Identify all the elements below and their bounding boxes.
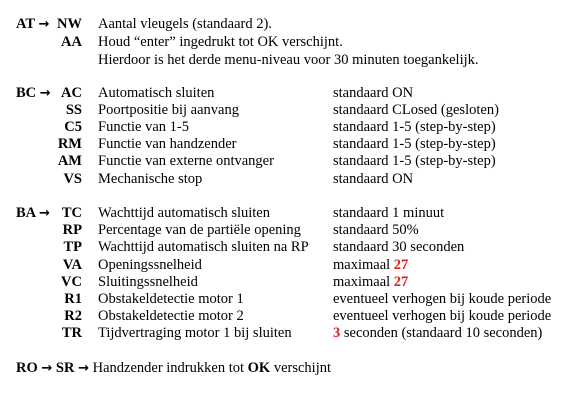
ba-tp-row xyxy=(0,238,579,256)
ro-text-before: Handzender indrukken tot xyxy=(92,360,248,376)
ro-sr-line: RO → SR → Handzender indrukken tot OK verschijnt xyxy=(16,360,332,376)
ba-r1-row xyxy=(0,290,579,308)
code-rm: RM xyxy=(57,136,82,152)
section-prefix-ba: BA → xyxy=(16,205,50,221)
ba-tr-row xyxy=(0,324,579,342)
arrow-right-icon: → xyxy=(78,361,89,376)
ro-text-after: verschijnt xyxy=(270,360,332,376)
code-tc: TC xyxy=(61,205,82,221)
std-am: standaard 1-5 (step-by-step) xyxy=(333,153,496,169)
std-tc: standaard 1 minuut xyxy=(333,205,445,221)
code-r2: R2 xyxy=(64,308,82,324)
code-sr: SR xyxy=(55,360,75,376)
std-va: maximaal 27 xyxy=(333,257,409,273)
std-vc: maximaal 27 xyxy=(333,274,409,290)
code-vs: VS xyxy=(63,171,82,187)
ro-sr-row xyxy=(0,359,579,377)
desc-rm: Functie van handzender xyxy=(98,136,237,152)
std-rm: standaard 1-5 (step-by-step) xyxy=(333,136,496,152)
code-tr: TR xyxy=(61,325,82,341)
desc-r1: Obstakeldetectie motor 1 xyxy=(98,291,244,307)
section-prefix-at: AT → xyxy=(16,16,50,32)
desc-aa-note: Hierdoor is het derde menu-niveau voor 30 minuten toegankelijk. xyxy=(98,52,479,68)
code-c5: C5 xyxy=(64,119,82,135)
arrow-right-icon: → xyxy=(38,17,50,32)
desc-tr: Tijdvertraging motor 1 bij sluiten xyxy=(98,325,292,341)
bc-ss-row xyxy=(0,101,579,119)
desc-am: Functie van externe ontvanger xyxy=(98,153,274,169)
std-r2: eventueel verhogen bij koude periode xyxy=(333,308,552,324)
desc-rp: Percentage van de partiële opening xyxy=(98,222,301,238)
desc-tp: Wachttijd automatisch sluiten na RP xyxy=(98,239,309,255)
std-vs: standaard ON xyxy=(333,171,414,187)
desc-r2: Obstakeldetectie motor 2 xyxy=(98,308,244,324)
at-aa-note-row xyxy=(0,51,579,69)
bc-ac-row xyxy=(0,84,579,102)
std-tp: standaard 30 seconden xyxy=(333,239,465,255)
std-tr-value: 3 xyxy=(333,325,341,341)
std-rp: standaard 50% xyxy=(333,222,419,238)
desc-vs: Mechanische stop xyxy=(98,171,203,187)
section-prefix-bc: BC → xyxy=(16,85,51,101)
at-nw-row xyxy=(0,15,579,33)
ro-text-ok: OK xyxy=(247,360,271,376)
code-ac: AC xyxy=(61,85,82,101)
arrow-right-icon: → xyxy=(41,361,53,376)
desc-aa: Houd “enter” ingedrukt tot OK verschijnt. xyxy=(98,34,343,50)
desc-ss: Poortpositie bij aanvang xyxy=(98,102,239,118)
code-ss: SS xyxy=(65,102,82,118)
at-aa-row xyxy=(0,33,579,51)
desc-ac: Automatisch sluiten xyxy=(98,85,215,101)
code-aa: AA xyxy=(61,34,82,50)
code-va: VA xyxy=(62,257,82,273)
arrow-right-icon: → xyxy=(39,86,51,101)
std-va-value: 27 xyxy=(393,257,409,273)
code-vc: VC xyxy=(61,274,82,290)
code-rp: RP xyxy=(62,222,82,238)
desc-va: Openingssnelheid xyxy=(98,257,202,273)
std-r1: eventueel verhogen bij koude periode xyxy=(333,291,552,307)
desc-c5: Functie van 1-5 xyxy=(98,119,190,135)
ba-tc-row xyxy=(0,204,579,222)
desc-nw: Aantal vleugels (standaard 2). xyxy=(98,16,272,32)
bc-rm-row xyxy=(0,135,579,153)
ba-vc-row xyxy=(0,273,579,291)
std-c5: standaard 1-5 (step-by-step) xyxy=(333,119,496,135)
bc-c5-row xyxy=(0,118,579,136)
std-vc-value: 27 xyxy=(393,274,409,290)
std-ac: standaard ON xyxy=(333,85,414,101)
desc-tc: Wachttijd automatisch sluiten xyxy=(98,205,270,221)
code-am: AM xyxy=(57,153,82,169)
ba-r2-row xyxy=(0,307,579,325)
std-tr: 3 seconden (standaard 10 seconden) xyxy=(333,325,543,341)
arrow-right-icon: → xyxy=(38,206,50,221)
code-tp: TP xyxy=(63,239,82,255)
ba-va-row xyxy=(0,256,579,274)
code-nw: NW xyxy=(57,16,82,32)
bc-am-row xyxy=(0,152,579,170)
code-r1: R1 xyxy=(64,291,82,307)
std-ss: standaard CLosed (gesloten) xyxy=(333,102,499,118)
bc-vs-row xyxy=(0,170,579,188)
ba-rp-row xyxy=(0,221,579,239)
desc-vc: Sluitingssnelheid xyxy=(98,274,198,290)
